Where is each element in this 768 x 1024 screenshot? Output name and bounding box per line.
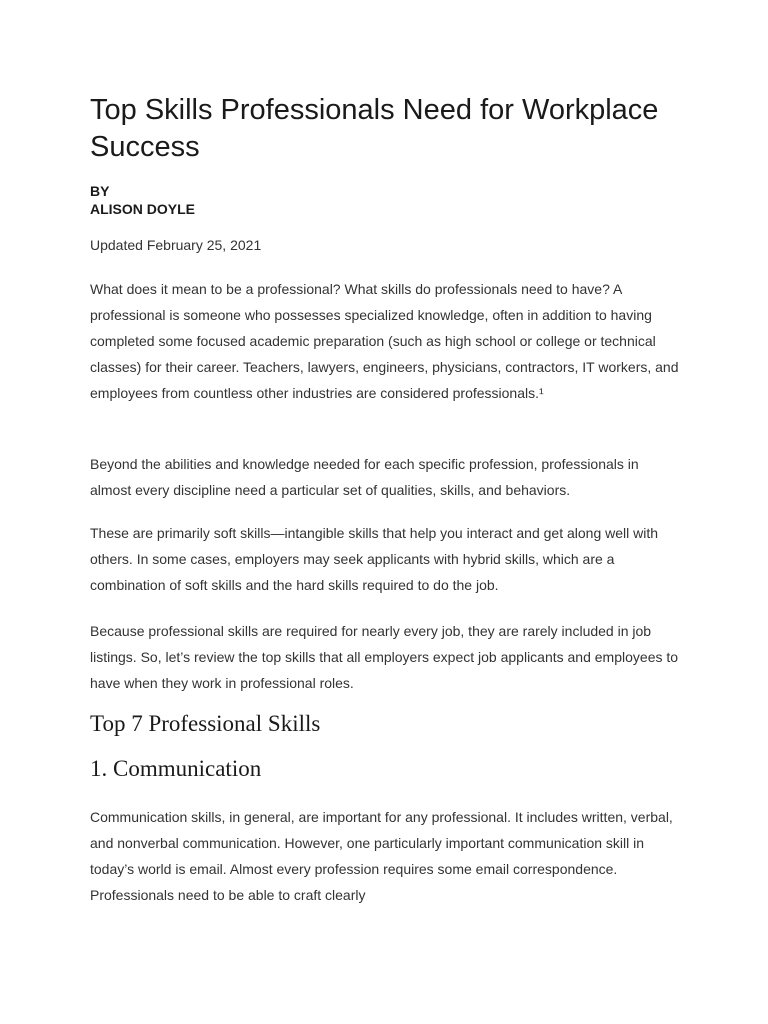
article-title: Top Skills Professionals Need for Workplace Success bbox=[90, 94, 659, 163]
subsection-heading: 1. Communication bbox=[90, 756, 262, 781]
section-heading: Top 7 Professional Skills bbox=[90, 711, 321, 736]
paragraph-intro: What does it mean to be a professional? What skills do professionals need to have? A professional is someone who possesses specialized knowledge, often in addition to having completed some focused academic preparation (such as high school or college or technical classes) for their career. Teachers, lawyers, engineers, physicians, contractors, IT workers, and employees from countless other industries are considered professionals.¹ bbox=[90, 281, 679, 401]
paragraph-soft-skills: These are primarily soft skills—intangible skills that help you interact and get along well with others. In some cases, employers may seek applicants with hybrid skills, which are a combination of soft skills and the hard skills required to do the job. bbox=[90, 525, 659, 593]
paragraph-abilities: Beyond the abilities and knowledge needed for each specific profession, professionals in almost every discipline need a particular set of qualities, skills, and behaviors. bbox=[90, 456, 639, 498]
updated-date: Updated February 25, 2021 bbox=[90, 237, 262, 253]
paragraph-communication: Communication skills, in general, are important for any professional. It includes written, verbal, and nonverbal communication. However, one particularly important communication skill in today’s world is email. Almost every profession requires some email correspondence. Professionals need to be able to craft clearly bbox=[90, 809, 673, 903]
author-name: ALISON DOYLE bbox=[90, 201, 196, 217]
paragraph-job-listings: Because professional skills are required for nearly every job, they are rarely included in job listings. So, let’s review the top skills that all employers expect job applicants and employees to have when they work in professional roles. bbox=[90, 623, 679, 691]
byline bbox=[90, 182, 195, 218]
by-label: BY bbox=[90, 183, 110, 199]
